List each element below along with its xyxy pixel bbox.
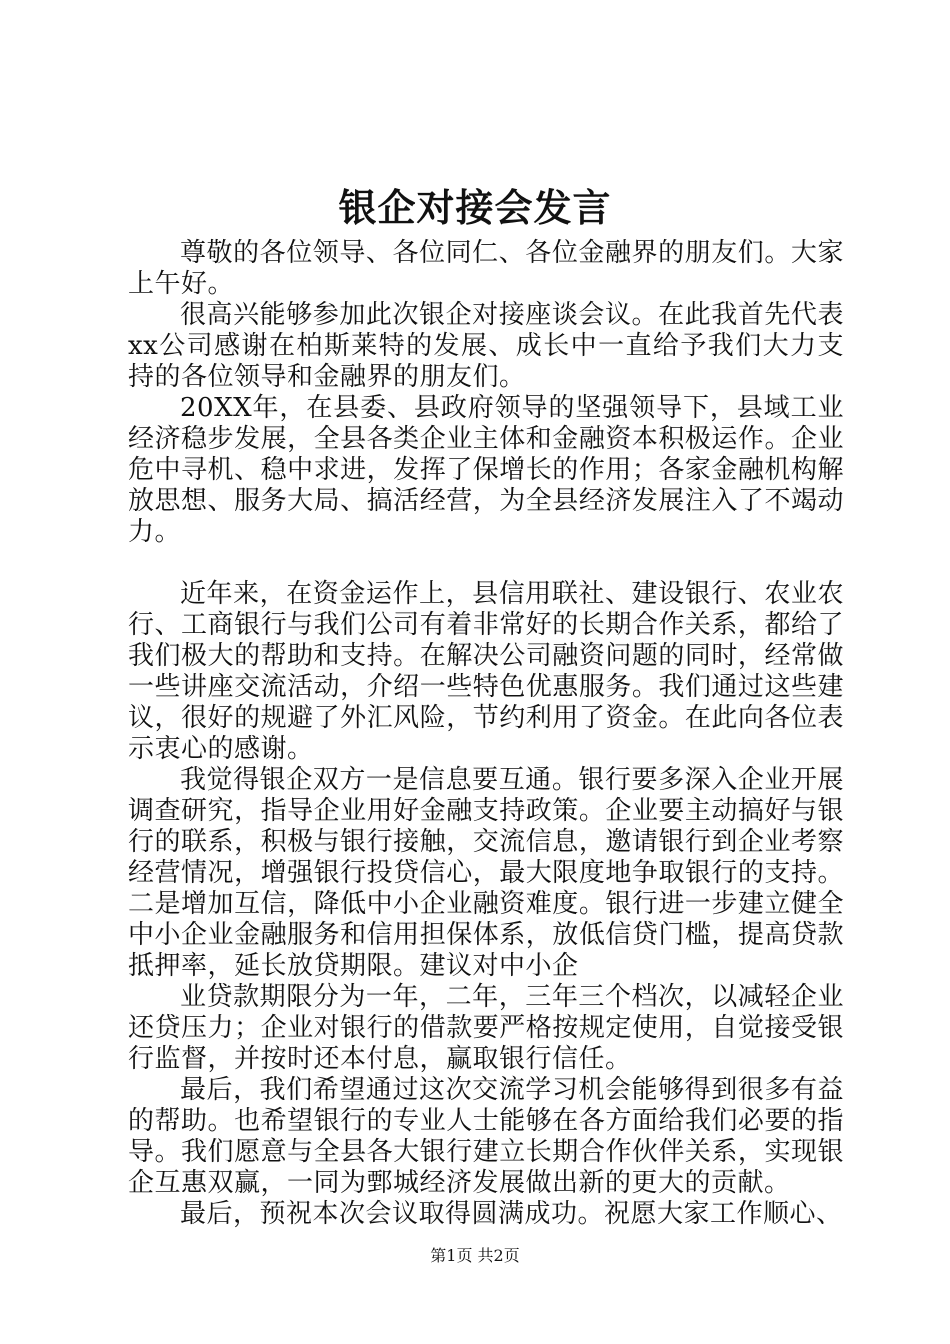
paragraph-thanks: 很高兴能够参加此次银企对接座谈会议。在此我首先代表xx公司感谢在柏斯莱特的发展、成长中一直给予我们大力支持的各位领导和金融界的朋友们。 <box>128 300 844 392</box>
paragraph-loan-terms: 业贷款期限分为一年，二年，三年三个档次，以减轻企业还贷压力；企业对银行的借款要严格按规定使用，自觉接受银行监督，并按时还本付息，赢取银行信任。 <box>128 982 844 1074</box>
paragraph-hopes: 最后，我们希望通过这次交流学习机会能够得到很多有益的帮助。也希望银行的专业人士能够在各方面给我们必要的指导。我们愿意与全县各大银行建立长期合作伙伴关系，实现银企互惠双赢，一同为鄄城经济发展做出新的更大的贡献。 <box>128 1075 844 1198</box>
paragraph-closing: 最后，预祝本次会议取得圆满成功。祝愿大家工作顺心、 <box>180 1199 843 1229</box>
document-body <box>128 238 844 1230</box>
page-number-footer: 第1页 共2页 <box>430 1246 520 1265</box>
document-title: 银企对接会发言 <box>338 185 612 230</box>
paragraph-greeting: 尊敬的各位领导、各位同仁、各位金融界的朋友们。大家上午好。 <box>128 238 844 299</box>
paragraph-spacer <box>128 548 844 579</box>
paragraph-cooperation: 近年来，在资金运作上，县信用联社、建设银行、农业农行、工商银行与我们公司有着非常好的长期合作关系，都给了我们极大的帮助和支持。在解决公司融资问题的同时，经常做一些讲座交流活动，介绍一些特色优惠服务。我们通过这些建议，很好的规避了外汇风险，节约利用了资金。在此向各位表示衷心的感谢。 <box>128 579 844 764</box>
paragraph-suggestions: 我觉得银企双方一是信息要互通。银行要多深入企业开展调查研究，指导企业用好金融支持政策。企业要主动搞好与银行的联系，积极与银行接触，交流信息，邀请银行到企业考察经营情况，增强银行投贷信心，最大限度地争取银行的支持。二是增加互信，降低中小企业融资难度。银行进一步建立健全中小企业金融服务和信用担保体系，放低信贷门槛，提高贷款抵押率，延长放贷期限。建议对中小企 <box>128 765 844 981</box>
paragraph-economy: 20XX年，在县委、县政府领导的坚强领导下，县域工业经济稳步发展，全县各类企业主体和金融资本积极运作。企业危中寻机、稳中求进，发挥了保增长的作用；各家金融机构解放思想、服务大局、搞活经营，为全县经济发展注入了不竭动力。 <box>128 393 844 547</box>
